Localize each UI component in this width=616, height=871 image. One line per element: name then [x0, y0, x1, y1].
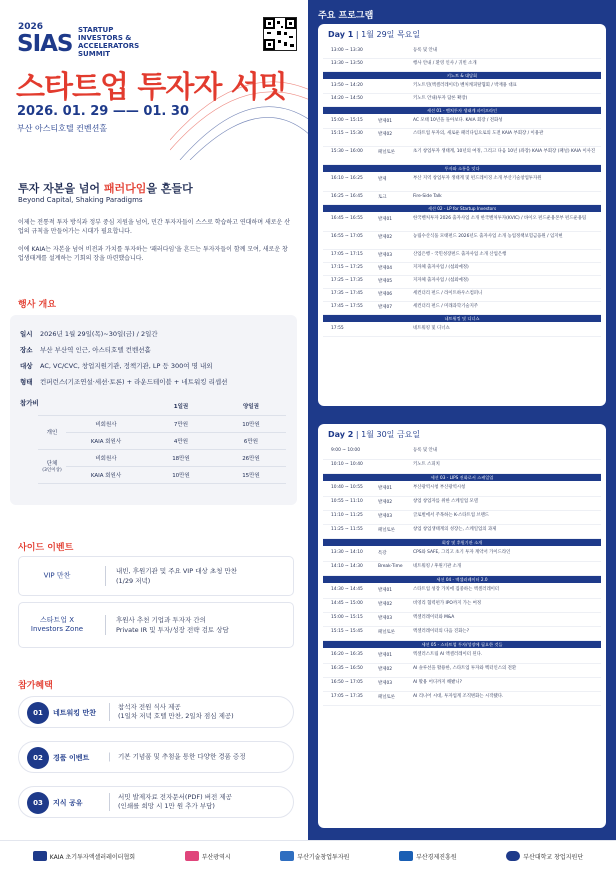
sias-logo: SIAS	[17, 31, 73, 57]
pnu-logo-icon	[506, 851, 520, 861]
schedule-time: 16:50 ~ 17:05	[331, 680, 363, 685]
schedule-section-bar: 투자와 소통을 잇다	[323, 165, 601, 172]
fee-cell: 10만원	[146, 466, 216, 483]
schedule-row	[323, 214, 601, 232]
logo-year: 2026	[18, 22, 44, 32]
schedule-content: 농림수산식품 모태펀드 2026년도 출자사업 소개 농업정책보험금융원 / 임지현	[413, 234, 563, 239]
overview-row-venue: 장소 부산 부산역 인근, 아스티호텔 컨벤션홀	[20, 346, 151, 354]
schedule-row	[323, 59, 601, 72]
schedule-section-bar: 세션 04 - 액셀러레이터 2.0	[323, 576, 601, 583]
schedule-section-bar: 세션 03 - LIPS 진화로서 스케일업	[323, 474, 601, 481]
schedule-row	[323, 599, 601, 613]
schedule-role: 발제02	[378, 500, 393, 505]
schedule-content: 네트워킹 / 후원기관 소개	[413, 564, 462, 569]
schedule-time: 16:10 ~ 16:25	[331, 176, 363, 181]
fee-cell: 26만원	[216, 449, 286, 466]
schedule-time: 13:00 ~ 13:30	[331, 48, 363, 53]
schedule-row	[323, 289, 601, 302]
fee-header-row	[38, 398, 286, 415]
sponsor-footer	[0, 840, 616, 871]
intro-paragraph-2: 이에 KAIA는 자본을 넘어 비전과 가치를 투자하는 '패러다임'을 흔드는 투자자들이 함께 모여, 새로운 창업생태계를 설계하는 기회의 장을 마련했습니다.	[18, 246, 288, 262]
schedule-row	[323, 678, 601, 692]
overview-row-target: 대상 AC, VC/CVC, 창업지원기관, 정책기관, LP 등 300여 명 내외	[20, 362, 213, 370]
overview-row-date: 일시 2026년 1월 29일(목)~30일(금) / 2일간	[20, 330, 158, 338]
schedule-role: 발제02	[378, 602, 393, 607]
schedule-role: 발제02	[378, 667, 393, 672]
busan-city-logo-icon	[185, 851, 199, 861]
benefit-card-1	[18, 696, 294, 728]
schedule-content: 행사 안내 / 환영 인사 / 귀빈 소개	[413, 61, 477, 66]
program-heading: 주요 프로그램	[318, 11, 374, 21]
benefit-number: 01	[27, 702, 49, 724]
schedule-role: 발제01	[378, 119, 393, 124]
schedule-role: 발제03	[378, 681, 393, 686]
side-event-label: VIP 만찬	[43, 571, 71, 580]
schedule-time: 17:55	[331, 326, 344, 331]
benefit-label: 지식 공유	[53, 799, 83, 807]
schedule-time: 10:10 ~ 10:40	[331, 462, 363, 467]
schedule-row	[323, 511, 601, 525]
schedule-row	[323, 613, 601, 627]
fee-cell: 4만원	[146, 432, 216, 449]
schedule-content: 세컨더리 펀드 / 미래과학기술지주	[413, 304, 479, 309]
schedule-role: 발제03	[378, 514, 393, 519]
schedule-content: 키노트 안내(투자 담론 확장)	[413, 96, 468, 101]
schedule-role: 발제06	[378, 292, 393, 297]
schedule-role: 패널토론	[378, 528, 395, 533]
schedule-role: 발제01	[378, 588, 393, 593]
schedule-row	[323, 525, 601, 539]
schedule-content: 세컨더리 펀드 / 라이트하우스컴퍼니	[413, 291, 483, 296]
schedule-section-bar: 회장 및 후원기관 소개	[323, 539, 601, 546]
schedule-row	[323, 585, 601, 599]
schedule-row	[323, 548, 601, 562]
schedule-row	[323, 263, 601, 276]
schedule-content: AI 리니어 시대, 투자업계 조직변화는 시작됐다.	[413, 694, 504, 699]
schedule-row	[323, 627, 601, 641]
schedule-role: 발제02	[378, 235, 393, 240]
schedule-time: 17:05 ~ 17:35	[331, 694, 363, 699]
fee-row	[38, 415, 286, 432]
schedule-time: 13:50 ~ 14:20	[331, 83, 363, 88]
fee-cell: 비회원사	[66, 449, 146, 466]
schedule-time: 10:40 ~ 10:55	[331, 485, 363, 490]
schedule-row	[323, 192, 601, 205]
schedule-row	[323, 650, 601, 664]
schedule-row	[323, 250, 601, 263]
schedule-time: 14:30 ~ 14:45	[331, 587, 363, 592]
schedule-row	[323, 460, 601, 474]
side-event-desc: 후원사 추천 기업과 투자자 간의 Private IR 및 투자/성장 전략 검토 상담	[105, 615, 229, 635]
side-event-label: 스타트업 X Investors Zone	[30, 616, 84, 633]
schedule-row	[323, 497, 601, 511]
schedule-row	[323, 483, 601, 497]
fee-row	[38, 466, 286, 483]
day1-title: Day 1 | 1월 29일 목요일	[328, 30, 421, 39]
benefit-desc: 참석자 전원 식사 제공 (1일차 저녁 호텔 만찬, 2일차 점심 제공)	[109, 703, 234, 721]
schedule-role: 발제05	[378, 279, 393, 284]
schedule-time: 16:45 ~ 16:55	[331, 216, 363, 221]
schedule-time: 15:00 ~ 15:15	[331, 615, 363, 620]
schedule-time: 14:10 ~ 14:30	[331, 564, 363, 569]
schedule-content: AC 모태 10년을 돌아보다. KAIA 회장 / 전화성	[413, 118, 503, 123]
benefit-label: 네트워킹 만찬	[53, 709, 97, 717]
benefit-card-2	[18, 741, 294, 773]
schedule-content: 키노트 스피치	[413, 462, 440, 467]
schedule-section-bar: 세션 02 - LP for Startup Investors	[323, 205, 601, 212]
side-event-desc: 내빈, 후원기관 및 주요 VIP 대상 초청 만찬 (1/29 저녁)	[105, 566, 237, 586]
benefit-desc: 서밋 발제자료 전자문서(PDF) 버전 제공 (인쇄를 희망 시 1만 원 추가 부담)	[109, 793, 232, 811]
intro-paragraph-1: 이제는 전통적 투자 방식과 정부 중심 지원을 넘어, 민간 투자자들이 스스로 학습하고 연대하며 새로운 산업의 규칙을 만들어가는 시대가 필요합니다.	[18, 219, 291, 235]
benefit-card-3	[18, 786, 294, 818]
intro-subheading: Beyond Capital, Shaking Paradigms	[18, 196, 143, 204]
schedule-time: 15:30 ~ 16:00	[331, 149, 363, 154]
schedule-role: 발제03	[378, 253, 393, 258]
fee-cell: KAIA 회원사	[66, 432, 146, 449]
schedule-time: 14:45 ~ 15:00	[331, 601, 363, 606]
fee-cell: 18만원	[146, 449, 216, 466]
benefit-number: 03	[27, 792, 49, 814]
overview-row-format: 형태 컨퍼런스(기조연설·세션·토론) + 라운드테이블 + 네트워킹 리셉션	[20, 378, 228, 386]
schedule-content: 창업 창업생태계의 성장는, 스케일업의 과제	[413, 527, 497, 532]
fee-cell: 비회원사	[66, 415, 146, 432]
schedule-row	[323, 174, 601, 192]
schedule-content: 부산 지역 창업투자 생태계 및 펀드레이징 소개 부산기술창업투자원	[413, 176, 542, 181]
side-event-investors-zone	[18, 602, 294, 648]
fee-group-team: 단체 (3인이상)	[38, 449, 66, 483]
schedule-row	[323, 664, 601, 678]
schedule-time: 16:20 ~ 16:35	[331, 652, 363, 657]
qr-code[interactable]	[263, 17, 297, 51]
schedule-row	[323, 446, 601, 460]
schedule-content: AI 솔루션을 활용한, 스타트업 투자와 벡터인스의 전환	[413, 666, 517, 671]
schedule-content: 산업은행 - 국민성장펀드 출자사업 소개 산업은행	[413, 252, 507, 257]
benefit-label: 경품 이벤트	[53, 754, 90, 762]
fee-table	[38, 398, 286, 484]
schedule-content: AI 활용 어디까지 해봤니?	[413, 680, 462, 685]
schedule-content: 스타트업 투자의, 새로운 패러다임으로의 도전 KAIA 부회장 / 이용관	[413, 131, 544, 136]
event-venue: 부산 아스티호텔 컨벤션홀	[17, 124, 108, 133]
event-date: 2026. 01. 29 —— 01. 30	[17, 104, 189, 119]
schedule-content: 키노트연(액셀러레이터) 벤처캐피탈협회 / 박재용 대표	[413, 83, 517, 88]
schedule-time: 16:35 ~ 16:50	[331, 666, 363, 671]
sponsor-logo-kaia: KAIA 초기투자액셀러레이터협회	[33, 851, 135, 861]
schedule-row	[323, 692, 601, 706]
fee-cell: 7만원	[146, 415, 216, 432]
schedule-time: 16:55 ~ 17:05	[331, 234, 363, 239]
schedule-row	[323, 46, 601, 59]
schedule-time: 15:15 ~ 15:45	[331, 629, 363, 634]
fee-cell: 10만원	[216, 415, 286, 432]
schedule-row	[323, 562, 601, 576]
schedule-time: 17:15 ~ 17:25	[331, 265, 363, 270]
day2-title: Day 2 | 1월 30일 금요일	[328, 430, 421, 439]
benefit-number: 02	[27, 747, 49, 769]
fee-cell: 6만원	[216, 432, 286, 449]
fee-cell: KAIA 회원사	[66, 466, 146, 483]
schedule-content: 네트워킹 및 디너쇼	[413, 326, 450, 331]
schedule-row	[323, 276, 601, 289]
schedule-content: 등록 및 안내	[413, 48, 437, 53]
schedule-section-bar: 키노트 & 대담회	[323, 72, 601, 79]
schedule-role: 토크	[378, 195, 387, 200]
schedule-role: 패널토론	[378, 150, 395, 155]
fee-col-1day: 1일권	[146, 398, 216, 415]
schedule-content: 글로벌에서 주목하는 K-스타트업 브랜드	[413, 513, 490, 518]
day1-schedule	[318, 24, 606, 406]
benefits-heading: 참가혜택	[18, 681, 53, 691]
schedule-time: 13:30 ~ 13:50	[331, 61, 363, 66]
schedule-role: 발제07	[378, 305, 393, 310]
schedule-content: 액셀러레이터와 M&A	[413, 615, 455, 620]
fee-label: 참가비	[20, 399, 39, 407]
schedule-role: 발제04	[378, 266, 393, 271]
schedule-content: 부산광역시청 부산광역시청	[413, 485, 466, 490]
logo-subtitle: STARTUP INVESTORS & ACCELERATORS SUMMIT	[78, 26, 140, 58]
schedule-role: 발제01	[378, 217, 393, 222]
schedule-role: 발제01	[378, 486, 393, 491]
event-title: 스타트업 투자자 서밋	[16, 70, 287, 105]
schedule-row	[323, 81, 601, 94]
fee-cell: 15만원	[216, 466, 286, 483]
schedule-role: 특강	[378, 551, 387, 556]
fee-group-individual: 개인	[38, 415, 66, 449]
schedule-role: 발제	[378, 177, 387, 182]
schedule-role: Break-Time	[378, 564, 403, 569]
sponsor-logo-pnu: 부산대학교 창업지원단	[506, 851, 583, 861]
side-events-heading: 사이드 이벤트	[18, 543, 74, 553]
schedule-section-bar: 세션 05 - 스타트업 투자/성장에 필요한 것들	[323, 641, 601, 648]
schedule-content: CPS와 SAFE, 그리고 초기 투자 계약서 가이드라인	[413, 550, 511, 555]
schedule-time: 17:35 ~ 17:45	[331, 291, 363, 296]
benefit-desc: 기본 기념품 및 추첨을 통한 다양한 경품 증정	[109, 753, 246, 762]
schedule-time: 16:25 ~ 16:45	[331, 194, 363, 199]
schedule-time: 17:25 ~ 17:35	[331, 278, 363, 283]
schedule-role: 발제02	[378, 132, 393, 137]
schedule-time: 9:00 ~ 10:00	[331, 448, 360, 453]
schedule-row	[323, 302, 601, 315]
schedule-section-bar: 네트워킹 및 디너쇼	[323, 315, 601, 322]
schedule-content: 엑셀러스트림 AI 액셀러레이터 된다.	[413, 652, 483, 657]
schedule-role: 발제03	[378, 616, 393, 621]
schedule-time: 10:55 ~ 11:10	[331, 499, 363, 504]
schedule-time: 14:20 ~ 14:50	[331, 96, 363, 101]
kaia-logo-icon	[33, 851, 47, 861]
schedule-role: 발제01	[378, 653, 393, 658]
schedule-time: 15:00 ~ 15:15	[331, 118, 363, 123]
bepa-logo-icon	[399, 851, 413, 861]
fee-row	[38, 432, 286, 449]
schedule-content: 지자체 출자사업 / (섭외예정)	[413, 278, 469, 283]
schedule-time: 11:10 ~ 11:25	[331, 513, 363, 518]
schedule-content: 스타트업 성장 가치에 집중하는 액셀러레이터	[413, 587, 500, 592]
fee-row	[38, 449, 286, 466]
schedule-row	[323, 232, 601, 250]
schedule-row	[323, 129, 601, 147]
schedule-row	[323, 324, 601, 337]
left-panel	[0, 0, 308, 840]
schedule-row	[323, 94, 601, 107]
btp-logo-icon	[280, 851, 294, 861]
side-event-vip-dinner	[18, 556, 294, 596]
schedule-time: 13:30 ~ 14:10	[331, 550, 363, 555]
sponsor-logo-btp: 부산기술창업투자원	[280, 851, 349, 861]
schedule-content: 등록 및 안내	[413, 448, 437, 453]
schedule-time: 17:05 ~ 17:15	[331, 252, 363, 257]
schedule-content: 액셀러레이터의 다음 진화는?	[413, 629, 470, 634]
schedule-content: 비영리 협력펀가 IPO까지 가는 여정	[413, 601, 482, 606]
schedule-role: 패널토론	[378, 695, 395, 700]
sponsor-logo-busan-city: 부산광역시	[185, 851, 231, 861]
schedule-time: 17:45 ~ 17:55	[331, 304, 363, 309]
overview-heading: 행사 개요	[18, 300, 56, 310]
sponsor-logo-bepa: 부산경제진흥원	[399, 851, 457, 861]
fee-col-2day: 양일권	[216, 398, 286, 415]
schedule-content: Fire-Side Talk	[413, 194, 442, 199]
schedule-content: 한국벤처투자 2026 출자사업 소개 한국벤처투자(KVIC) / 바이오 펀드운용본부 펀드운용팀	[413, 216, 587, 221]
schedule-row	[323, 147, 601, 165]
schedule-content: 지자체 출자사업 / (섭외예정)	[413, 265, 469, 270]
schedule-role: 패널토론	[378, 630, 395, 635]
schedule-content: 창업 창업자를 위한 스케일업 모델	[413, 499, 478, 504]
intro-heading: 투자 자본을 넘어 패러다임을 흔들다	[18, 182, 193, 195]
day2-schedule	[318, 424, 606, 828]
schedule-row	[323, 116, 601, 129]
schedule-section-bar: 세션 01 - 벤처투자 생태계 파이프라인	[323, 107, 601, 114]
schedule-content: 초기 창업투자 생태계, 10년의 여정, 그리고 다음 10년 (좌장) KAIA 부회장 (패널) KAIA 이사진	[413, 149, 596, 154]
schedule-time: 11:25 ~ 11:55	[331, 527, 363, 532]
schedule-time: 15:15 ~ 15:30	[331, 131, 363, 136]
